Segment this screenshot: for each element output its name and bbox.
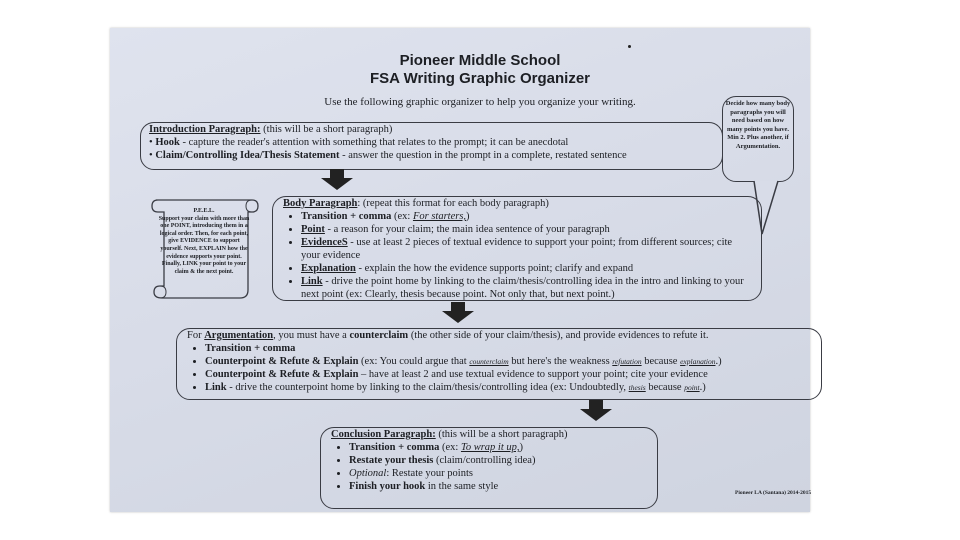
conclusion-box bbox=[320, 427, 658, 509]
hook-line: • Hook - capture the reader's attention with something that relates to the prompt; it can be anecdotal bbox=[149, 137, 569, 148]
list-item: • Counterpoint & Refute & Explain (ex: You could argue that counterclaim but here's the weakness refutation because explanation.) bbox=[205, 355, 811, 368]
ink-dot bbox=[628, 45, 631, 48]
down-arrow-icon bbox=[579, 400, 613, 422]
list-item: • Transition + comma (ex: To wrap it up,) bbox=[349, 441, 647, 454]
footer-credit: Pioneer LA (Santana) 2014-2015 bbox=[735, 490, 812, 496]
hook-label: Hook bbox=[155, 137, 180, 148]
concl-heading: Conclusion Paragraph: bbox=[331, 429, 436, 440]
intro-heading-line bbox=[149, 123, 714, 136]
list-item: • Finish your hook in the same style bbox=[349, 480, 647, 493]
peel-title: P.E.E.L. bbox=[193, 208, 215, 214]
argumentation-box bbox=[176, 328, 822, 400]
introduction-box bbox=[140, 122, 723, 170]
claim-line: • Claim/Controlling Idea/Thesis Statement - answer the question in the prompt in a complete, restated sentence bbox=[149, 150, 627, 161]
intro-heading: Introduction Paragraph: bbox=[149, 124, 261, 135]
list-item: • Counterpoint & Refute & Explain – have at least 2 and use textual evidence to support your point; cite your evidence bbox=[205, 368, 811, 381]
arg-list bbox=[187, 342, 811, 394]
arg-heading-line: For Argumentation, you must have a counterclaim (the other side of your claim/thesis), and provide evidences to refute it. bbox=[187, 330, 709, 341]
body-heading: Body Paragraph bbox=[283, 198, 358, 209]
intro-note: (this will be a short paragraph) bbox=[260, 124, 393, 135]
list-item: • Transition + comma bbox=[205, 342, 811, 355]
advice-text: Decide how many body paragraphs you will need based on how many points you have. Min 2. Plus another, if Argumentation. bbox=[725, 100, 791, 150]
peel-note bbox=[158, 208, 250, 276]
instructions: Use the following graphic organizer to help you organize your writing. bbox=[324, 96, 636, 108]
list-item: • Restate your thesis (claim/controlling idea) bbox=[349, 454, 647, 467]
list-item: • Transition + comma (ex: For starters,) bbox=[301, 210, 751, 223]
arg-heading: Argumentation bbox=[204, 330, 274, 341]
body-paragraph-box bbox=[272, 196, 762, 301]
concl-list bbox=[331, 441, 647, 493]
advice-bubble bbox=[722, 96, 794, 182]
down-arrow-icon bbox=[441, 302, 475, 324]
list-item: • Point - a reason for your claim; the main idea sentence of your paragraph bbox=[301, 223, 751, 236]
list-item: • Explanation - explain the how the evidence supports point; clarify and expand bbox=[301, 262, 751, 275]
concl-heading-line: Conclusion Paragraph: (this will be a short paragraph) bbox=[331, 429, 568, 440]
hook-text: - capture the reader's attention with something that relates to the prompt; it can be anecdotal bbox=[179, 137, 569, 148]
body-note: : (repeat this format for each body paragraph) bbox=[357, 198, 549, 209]
body-list bbox=[283, 210, 751, 301]
list-item: • EvidenceS - use at least 2 pieces of textual evidence to support your point; from different sources; cite your evidence bbox=[301, 236, 751, 262]
claim-text: - answer the question in the prompt in a complete, restated sentence bbox=[339, 150, 627, 161]
peel-body: Support your claim with more than one POINT, introducing them in a logical order. Then, for each point, give EVIDENCE to support yourself. Next, EXPLAIN how the evidence supports your point. Finally, LINK your point to your claim & the next point. bbox=[158, 215, 250, 275]
school-name: Pioneer Middle School bbox=[399, 52, 561, 69]
list-item: • Optional: Restate your points bbox=[349, 467, 647, 480]
list-item: • Link - drive the counterpoint home by linking to the claim/thesis/controlling idea (ex: Undoubtedly, thesis because point.) bbox=[205, 381, 811, 394]
claim-label: Claim/Controlling Idea/Thesis Statement bbox=[155, 150, 340, 161]
body-heading-line bbox=[283, 197, 751, 210]
page-title: FSA Writing Graphic Organizer bbox=[369, 70, 591, 87]
down-arrow-icon bbox=[320, 169, 354, 191]
list-item: • Link - drive the point home by linking to the claim/thesis/controlling idea in the intro and linking to your next point (ex: Clearly, thesis because point. Not only that, but next point.) bbox=[301, 275, 751, 301]
